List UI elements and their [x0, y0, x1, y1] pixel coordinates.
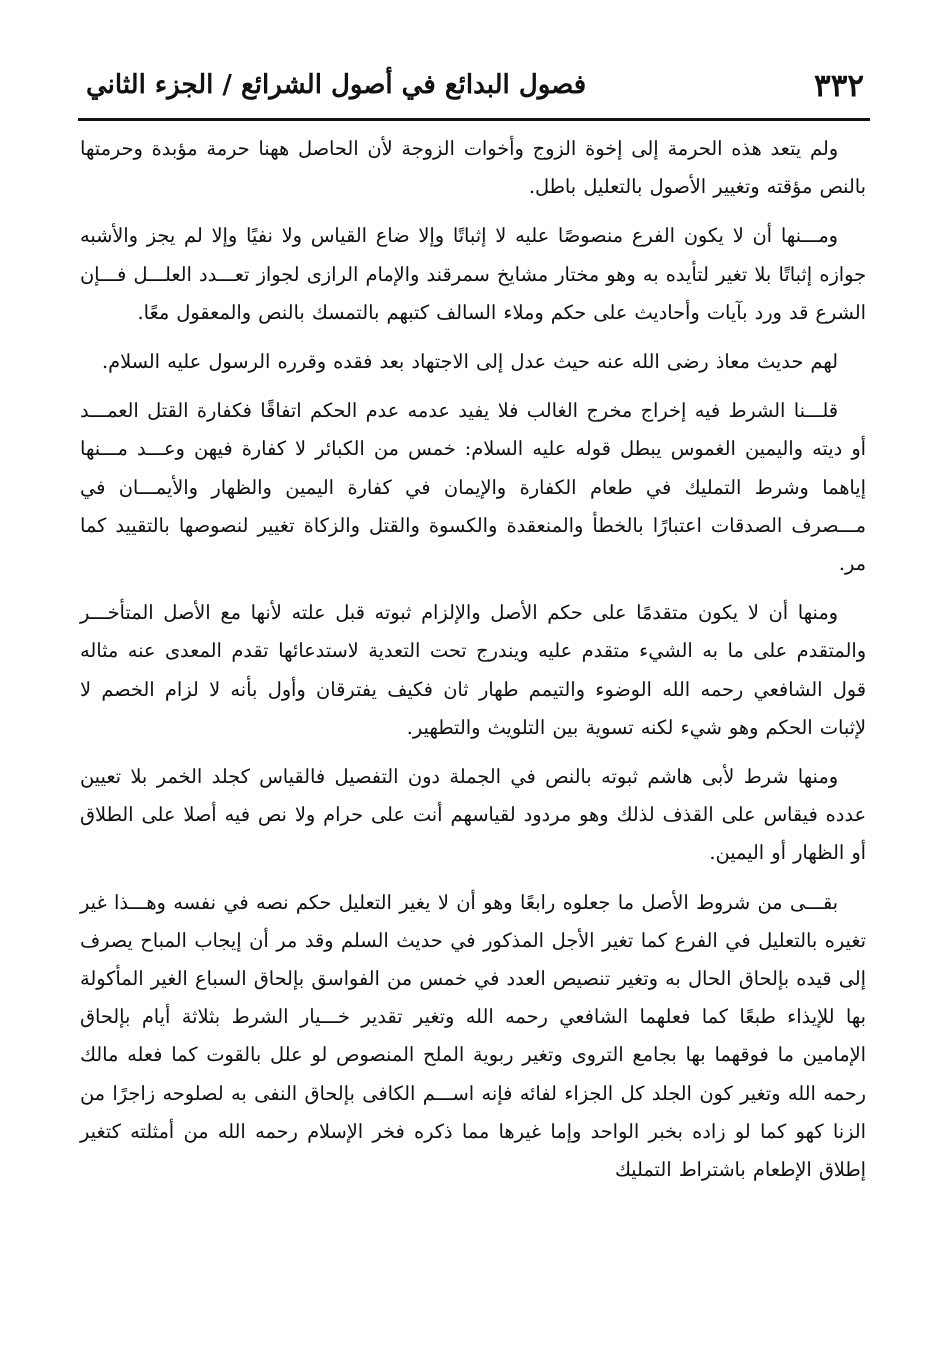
paragraph: قلـــنا الشرط فيه إخراج مخرج الغالب فلا يفيد عدمه عدم الحكم اتفاقًا فكفارة القتل العمـــد أو ديته واليمين الغموس يبطل قوله عليه السلام: خمس من الكبائر لا كفارة فيهن وعـــد مـــنها إياهما وشرط التمليك في طعام الكفارة والإيمان في كفارة اليمين والظهار والأيمـــان في مـــصرف الصدقات اعتبارًا بالخطأ والمنعقدة والكسوة والقتل والزكاة تغيير لنصوصها بالتقييد كما مر. — [80, 399, 866, 576]
paragraph: ومنها أن لا يكون متقدمًا على حكم الأصل والإلزام ثبوته قبل علته لأنها مع الأصل المتأخـــر والمتقدم على ما به الشيء متقدم عليه ويندرج تحت التعدية لاستدعائها تقدم المعدى عنه مثاله قول الشافعي رحمه الله الوضوء والتيمم طهار ثان فكيف يفترقان وأول بأنه لا لزام الخصم لا لإثبات الحكم وهو شيء لكنه تسوية بين التلويث والتطهير. — [80, 601, 866, 739]
paragraph: لهم حديث معاذ رضى الله عنه حيث عدل إلى الاجتهاد بعد فقده وقرره الرسول عليه السلام. — [102, 350, 838, 374]
paragraph: ومـــنها أن لا يكون الفرع منصوصًا عليه لا إثباتًا وإلا ضاع القياس ولا نفيًا وإلا لم يجز والأشبه جوازه إثباتًا بلا تغير لتأيده به وهو مختار مشايخ سمرقند والإمام الرازى لجواز تعـــدد العلـــل فـــإن الشرع قد ورد بآيات وأحاديث على حكم وملاء السالف كتبهم بالتمسك بالنص والمعقول معًا. — [80, 224, 866, 324]
running-title: فصول البدائع في أصول الشرائع / الجزء الثاني — [86, 70, 587, 100]
paragraph: ومنها شرط لأبى هاشم ثبوته بالنص في الجملة دون التفصيل فالقياس كجلد الخمر بلا تعيين عدده فيقاس على القذف لذلك وهو مردود لقياسهم أنت على حرام ولا نص فيه أصلا على الطلاق أو الظهار أو اليمين. — [80, 765, 866, 865]
paragraph: بقـــى من شروط الأصل ما جعلوه رابعًا وهو أن لا يغير التعليل حكم نصه في نفسه وهـــذا غير تغيره بالتعليل في الفرع كما تغير الأجل المذكور في حديث السلم وقد مر أن إيجاب المباح يصرف إلى قيده بإلحاق الحال به وتغير تنصيص العدد في خمس من الفواسق بإلحاق السباع الغير المأكولة بها للإيذاء طبعًا كما فعلهما الشافعي رحمه الله وتغير تقدير خـــيار الشرط بثلاثة أيام بإلحاق الإمامين ما فوقهما بها بجامع التروى وتغير ربوية الملح المنصوص لو علل بالقوت كما فعله مالك رحمه الله وتغير كون الجلد كل الجزاء لفائه فإنه اســـم الكافى بإلحاق النفى به لصلوحه زاجرًا من الزنا كهو كما لو زاده بخبر الواحد وإما غيرها مما ذكره فخر الإسلام رحمه الله من أمثلته كتغير إطلاق الإطعام باشتراط التمليك — [80, 890, 866, 1182]
page-header — [78, 62, 864, 114]
page-number: ٣٣٢ — [814, 68, 864, 104]
paragraph: ولم يتعد هذه الحرمة إلى إخوة الزوج وأخوات الزوجة لأن الحاصل ههنا حرمة مؤبدة وحرمتها بالنص مؤقته وتغيير الأصول بالتعليل باطل. — [80, 137, 866, 199]
header-divider — [78, 118, 870, 121]
page-body — [80, 130, 866, 1200]
